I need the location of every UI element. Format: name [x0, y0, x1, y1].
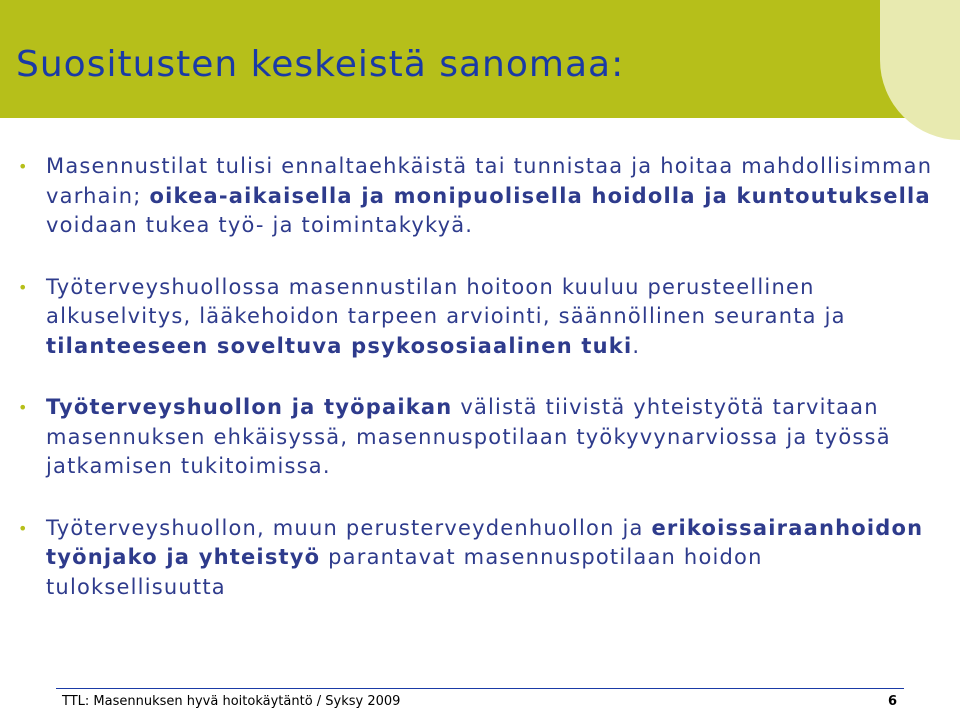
bullet-1-part-2: oikea-aikaisella ja monipuolisella hoidolla ja kuntoutuksella — [149, 183, 931, 208]
slide-title: Suositusten keskeistä sanomaa: — [16, 44, 625, 85]
bullet-list — [18, 152, 938, 634]
bullet-item-4 — [18, 514, 938, 603]
bullet-1-part-3: voidaan tukea työ- ja toimintakykyä. — [46, 213, 474, 237]
header-accent — [880, 0, 960, 140]
bullet-item-3 — [18, 393, 938, 482]
bullet-2-part-3: . — [632, 333, 641, 358]
bullet-text-4 — [46, 516, 923, 599]
bullet-dot-icon: • — [18, 277, 29, 297]
footer-divider — [56, 688, 904, 689]
bullet-2-part-1: Työterveyshuollossa masennustilan hoitoon kuuluu perusteellinen alkuselvitys, lääkehoidon tarpeen arviointi, säännöllinen seuranta ja — [46, 274, 846, 328]
bullet-dot-icon: • — [18, 518, 29, 538]
bullet-text-3 — [46, 395, 891, 478]
bullet-4-part-1: Työterveyshuollon, muun perusterveydenhuollon ja — [46, 515, 652, 540]
bullet-2-part-2: tilanteeseen soveltuva psykososiaalinen tuki — [46, 333, 633, 358]
footer-text: TTL: Masennuksen hyvä hoitokäytäntö / Syksy 2009 — [62, 694, 401, 709]
bullet-4-part-3: parantavat masennuspotilaan hoidon tuloksellisuutta — [46, 545, 763, 599]
bullet-text-2 — [46, 275, 846, 358]
bullet-item-2 — [18, 273, 938, 362]
bullet-3-part-2: välistä tiivistä yhteistyötä tarvitaan masennuksen ehkäisyssä, masennuspotilaan työkyvynarviossa ja työssä jatkamisen tukitoimissa. — [46, 395, 891, 478]
page-number: 6 — [888, 694, 898, 709]
bullet-1-part-1: Masennustilat tulisi ennaltaehkäistä tai tunnistaa ja hoitaa mahdollisimman varhain; — [46, 154, 933, 208]
bullet-text-1 — [46, 154, 932, 237]
bullet-dot-icon: • — [18, 398, 29, 417]
bullet-3-part-1: Työterveyshuollon ja työpaikan — [46, 395, 453, 419]
bullet-4-part-2: erikoissairaanhoidon työnjako ja yhteistyö — [46, 515, 924, 569]
bullet-dot-icon: • — [18, 157, 29, 176]
bullet-item-1 — [18, 152, 938, 241]
